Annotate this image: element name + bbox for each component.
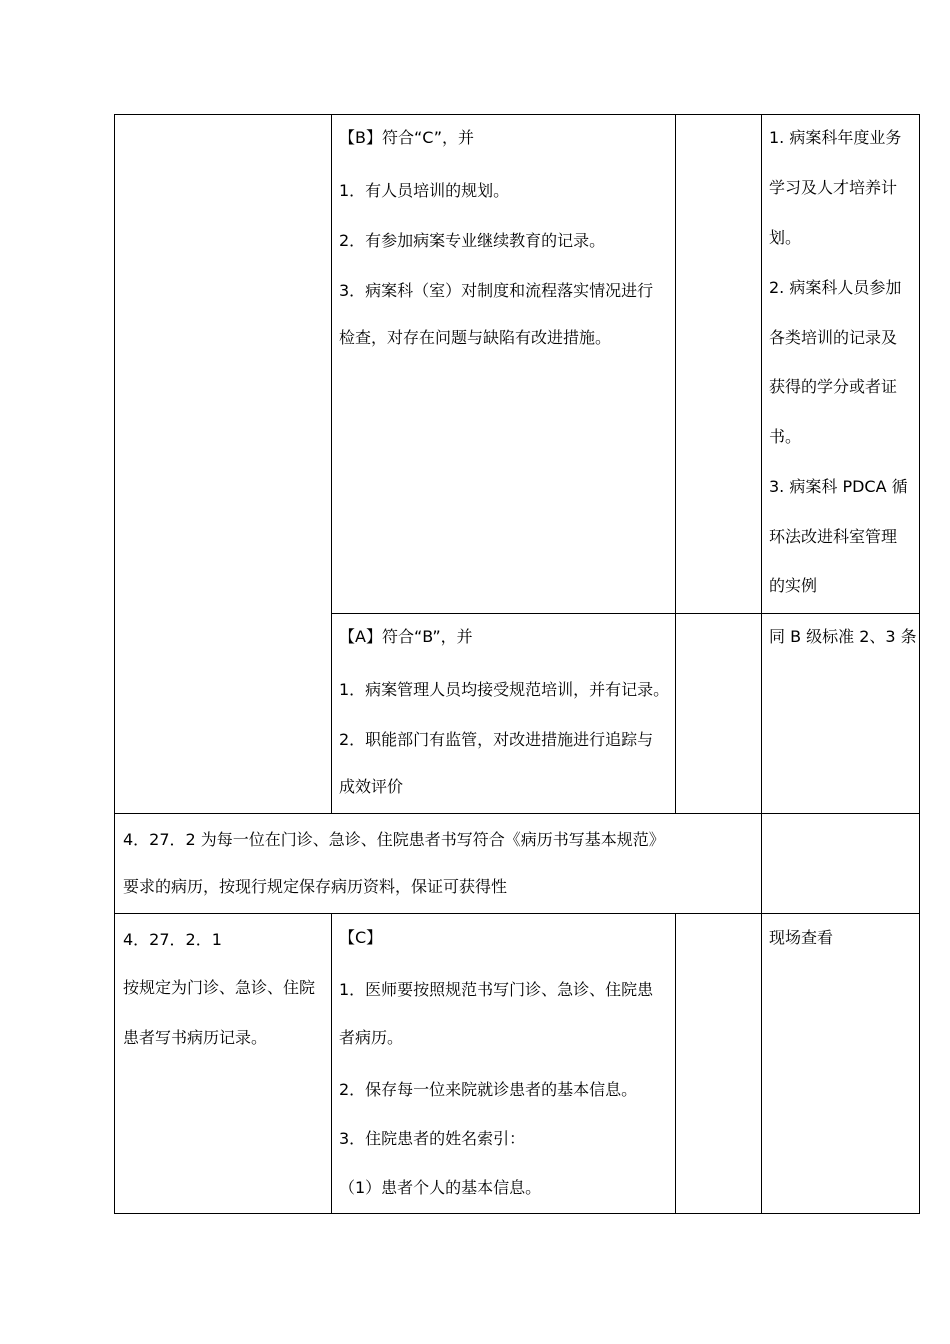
evidence-line: 划。	[769, 228, 802, 247]
table-border-top	[114, 114, 920, 115]
section-line: 要求的病历，按现行规定保存病历资料，保证可获得性	[123, 877, 508, 896]
standards-table	[114, 114, 920, 1214]
evidence-line: 书。	[769, 427, 802, 446]
item-number: 4．27．2．1	[123, 930, 222, 949]
evidence-line: 获得的学分或者证	[769, 377, 898, 396]
row-divider	[114, 913, 920, 914]
item-description: 患者写书病历记录。	[123, 1028, 268, 1047]
evidence-line: 现场查看	[769, 928, 834, 947]
evidence-line: 学习及人才培养计	[769, 178, 898, 197]
criteria-item: 者病历。	[339, 1028, 404, 1047]
criteria-item: 3．病案科（室）对制度和流程落实情况进行	[339, 281, 654, 300]
item-description: 按规定为门诊、急诊、住院	[123, 978, 316, 997]
criteria-item: 检查，对存在问题与缺陷有改进措施。	[339, 328, 612, 347]
criteria-item: 1．有人员培训的规划。	[339, 181, 510, 200]
criteria-item: 2．保存每一位来院就诊患者的基本信息。	[339, 1080, 638, 1099]
evidence-line: 3. 病案科 PDCA 循	[769, 477, 908, 496]
table-border-right	[919, 114, 920, 1214]
evidence-line: 同 B 级标准 2、3 条	[769, 627, 917, 646]
criteria-item: 3．住院患者的姓名索引：	[339, 1129, 526, 1148]
column-divider	[331, 913, 332, 1214]
criteria-item: 成效评价	[339, 777, 404, 796]
section-line: 4．27．2 为每一位在门诊、急诊、住院患者书写符合《病历书写基本规范》	[123, 830, 665, 849]
column-divider	[761, 114, 762, 1214]
column-divider	[331, 114, 332, 814]
criteria-item: 1．医师要按照规范书写门诊、急诊、住院患	[339, 980, 654, 999]
row-divider	[331, 613, 920, 614]
criteria-heading: 【C】	[339, 928, 383, 947]
criteria-item: 2．职能部门有监管，对改进措施进行追踪与	[339, 730, 654, 749]
evidence-line: 1. 病案科年度业务	[769, 128, 902, 147]
criteria-heading: 【A】符合“B”，并	[339, 627, 473, 646]
row-divider	[114, 813, 920, 814]
evidence-line: 各类培训的记录及	[769, 328, 898, 347]
table-border-left	[114, 114, 115, 1214]
evidence-line: 环法改进科室管理	[769, 527, 898, 546]
criteria-heading: 【B】符合“C”，并	[339, 128, 475, 147]
column-divider	[675, 913, 676, 1214]
evidence-line: 2. 病案科人员参加	[769, 278, 902, 297]
criteria-item: （1）患者个人的基本信息。	[339, 1178, 542, 1197]
criteria-item: 2．有参加病案专业继续教育的记录。	[339, 231, 606, 250]
table-border-bottom	[114, 1213, 920, 1214]
column-divider	[675, 114, 676, 814]
criteria-item: 1．病案管理人员均接受规范培训，并有记录。	[339, 680, 670, 699]
evidence-line: 的实例	[769, 576, 818, 595]
